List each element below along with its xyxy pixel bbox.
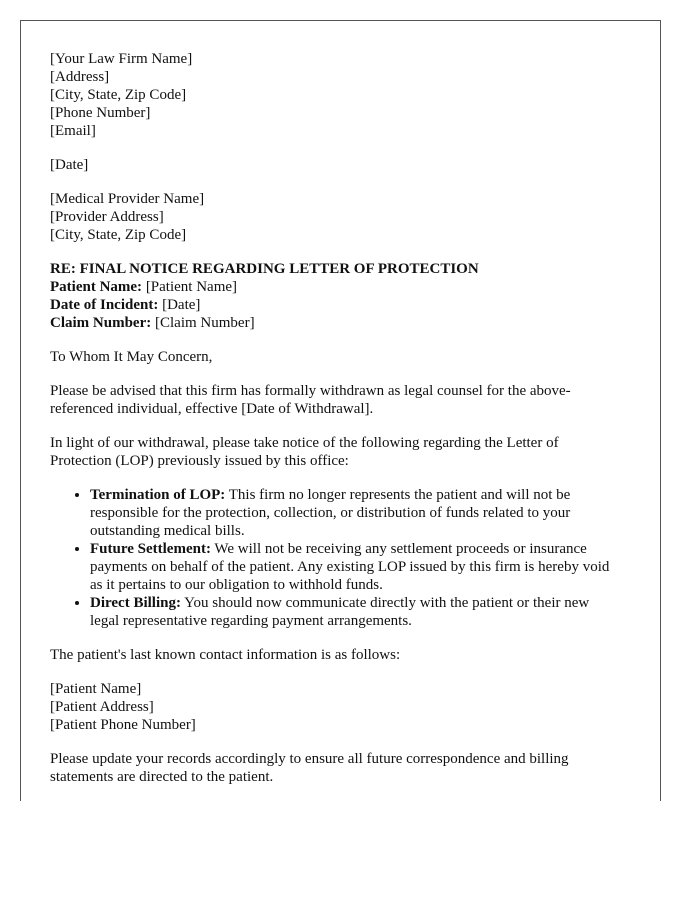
- list-item-future-settlement: [90, 540, 620, 594]
- re-date-of-incident: [50, 296, 620, 314]
- paragraph-withdrawal: Please be advised that this firm has formally withdrawn as legal counsel for the above-referenced individual, effective [Date of Withdrawal].: [50, 383, 571, 417]
- letter-page: [20, 20, 661, 801]
- paragraph-contact-intro: The patient's last known contact information is as follows:: [50, 647, 401, 663]
- re-patient-value: [Patient Name]: [142, 279, 238, 295]
- paragraph-update-records: Please update your records accordingly to ensure all future correspondence and billing statements are directed to the patient.: [50, 751, 569, 785]
- re-patient-label: Patient Name:: [50, 279, 143, 295]
- recipient-city-state-zip: [City, State, Zip Code]: [50, 227, 187, 243]
- recipient-address: [50, 190, 620, 244]
- sender-email: [Email]: [50, 123, 96, 139]
- paragraph-lop-notice: In light of our withdrawal, please take notice of the following regarding the Letter of Protection (LOP) previously issued by this office:: [50, 435, 559, 469]
- patient-contact-address: [Patient Address]: [50, 699, 154, 715]
- salutation: To Whom It May Concern,: [50, 349, 213, 365]
- letter-body: [50, 50, 620, 801]
- bullet-text-termination: This firm no longer represents the patient and will not be responsible for the protection, collection, or distribution of funds related to your outstanding medical bills.: [90, 487, 571, 539]
- letter-date: [Date]: [50, 157, 89, 173]
- re-heading: RE: FINAL NOTICE REGARDING LETTER OF PROTECTION: [50, 261, 479, 277]
- sender-address: [50, 50, 620, 140]
- re-block: [50, 260, 620, 332]
- bullet-text-direct-billing: You should now communicate directly with the patient or their new legal representative regarding payment arrangements.: [90, 595, 590, 629]
- recipient-provider-address: [Provider Address]: [50, 209, 164, 225]
- re-incident-label: Date of Incident:: [50, 297, 159, 313]
- re-claim-label: Claim Number:: [50, 315, 152, 331]
- recipient-provider-name: [Medical Provider Name]: [50, 191, 205, 207]
- bullet-label-direct-billing: Direct Billing:: [90, 595, 181, 611]
- lop-terms-list: [50, 486, 620, 630]
- patient-contact-phone: [Patient Phone Number]: [50, 717, 196, 733]
- patient-contact-info: [50, 680, 620, 734]
- bullet-text-future-settlement: We will not be receiving any settlement proceeds or insurance payments on behalf of the patient. Any existing LOP issued by this firm is hereby void as it pertains to our obligation to withhold funds.: [90, 541, 610, 593]
- sender-phone: [Phone Number]: [50, 105, 151, 121]
- bullet-label-termination: Termination of LOP:: [90, 487, 226, 503]
- re-incident-value: [Date]: [158, 297, 201, 313]
- sender-street-address: [Address]: [50, 69, 110, 85]
- sender-firm-name: [Your Law Firm Name]: [50, 51, 193, 67]
- re-patient-name: [50, 278, 620, 296]
- sender-city-state-zip: [City, State, Zip Code]: [50, 87, 187, 103]
- patient-contact-name: [Patient Name]: [50, 681, 142, 697]
- bullet-label-future-settlement: Future Settlement:: [90, 541, 211, 557]
- list-item-termination: [90, 486, 620, 540]
- re-claim-value: [Claim Number]: [151, 315, 255, 331]
- re-claim-number: [50, 314, 620, 332]
- list-item-direct-billing: [90, 594, 620, 630]
